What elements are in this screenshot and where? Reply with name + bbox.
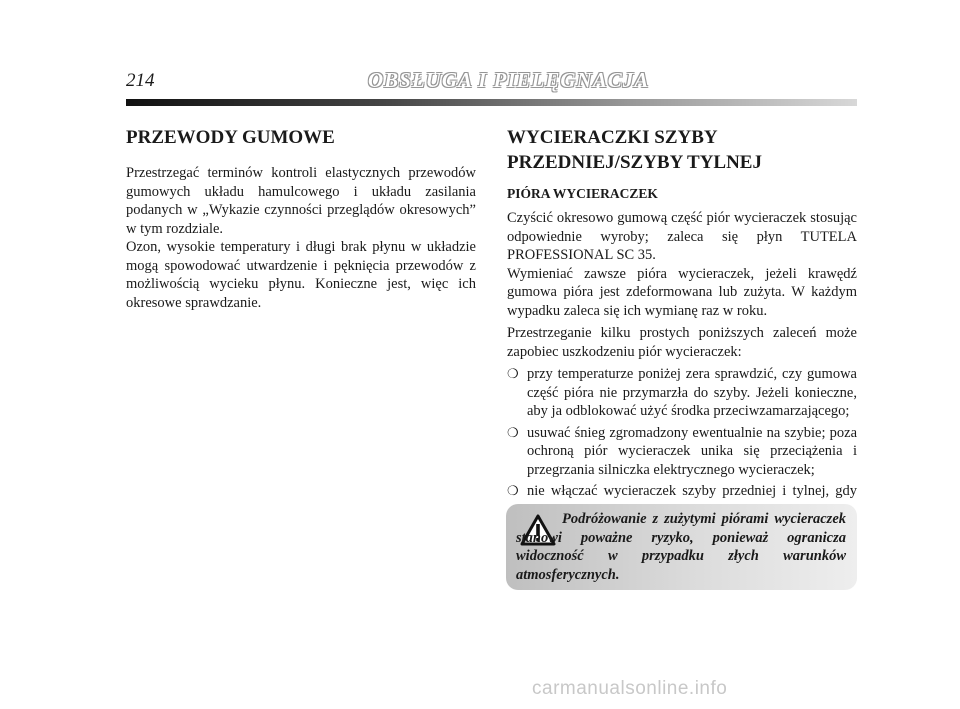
page-number: 214 <box>126 70 155 91</box>
left-column <box>126 125 476 316</box>
paragraph: Przestrzegać terminów kontroli elastycznych przewodów gumowych układu hamulcowego i układu zasilania podanych w „Wykazie czynności przeglądów okresowych” w tym rozdziale. <box>126 165 476 237</box>
list-item-text: nie włączać wycieraczek szyby przedniej i tylnej, gdy <box>527 483 857 499</box>
bullet-circle-icon: ❍ <box>507 483 519 498</box>
list-item-text: przy temperaturze poniżej zera sprawdzić, czy gumowa część pióra nie przymarzła do szyby. Jeżeli konieczne, aby ja odblokować użyć środka przeciwzamarzającego; <box>527 366 857 419</box>
list-item <box>507 365 857 421</box>
heading-hoses: PRZEWODY GUMOWE <box>126 127 335 148</box>
warning-box <box>506 504 857 590</box>
heading-wipers-line1: WYCIERACZKI SZYBY <box>507 127 718 148</box>
subheading-wiper-blades: PIÓRA WYCIERACZEK <box>507 186 658 201</box>
bullet-list <box>507 365 857 519</box>
list-item-text: usuwać śnieg zgromadzony ewentualnie na szybie; poza ochroną piór wycieraczek unika się przeciążenia i przegrzania silniczka elektrycznego wycieraczek; <box>527 424 857 478</box>
warning-text: Podróżowanie z zużytymi piórami wycieraczek stanowi poważne ryzyko, ponieważ ogranicza widoczność w przypadku złych warunków atmosferycznych. <box>516 511 846 583</box>
heading-wipers <box>507 125 857 175</box>
paragraph: Wymieniać zawsze pióra wycieraczek, jeżeli krawędź gumowa pióra jest zdeformowana lub zużyta. W każdym wypadku zaleca się ich wymianę raz w roku. <box>507 265 857 319</box>
bullet-circle-icon: ❍ <box>507 366 519 381</box>
watermark: carmanualsonline.info <box>532 678 728 699</box>
section-title: OBSŁUGA I PIELĘGNACJA <box>368 68 650 92</box>
paragraph: Czyścić okresowo gumową część piór wycieraczek stosując odpowiednie wyroby; zaleca się płyn TUTELA PROFESSIONAL SC 35. <box>507 210 857 263</box>
heading-wipers-line2: PRZEDNIEJ/SZYBY TYLNEJ <box>507 152 762 173</box>
right-column <box>507 125 857 522</box>
paragraph: Ozon, wysokie temperatury i długi brak płynu w układzie mogą spowodować utwardzenie i pęknięcia przewodów z możliwością wycieku płynu. Konieczne jest, więc ich okresowe sprawdzanie. <box>126 239 476 311</box>
bullet-circle-icon: ❍ <box>507 424 519 440</box>
paragraph: Przestrzeganie kilku prostych poniższych zaleceń może zapobiec uszkodzeniu piór wycieraczek: <box>507 325 857 360</box>
list-item <box>507 424 857 480</box>
header-rule <box>126 99 857 106</box>
